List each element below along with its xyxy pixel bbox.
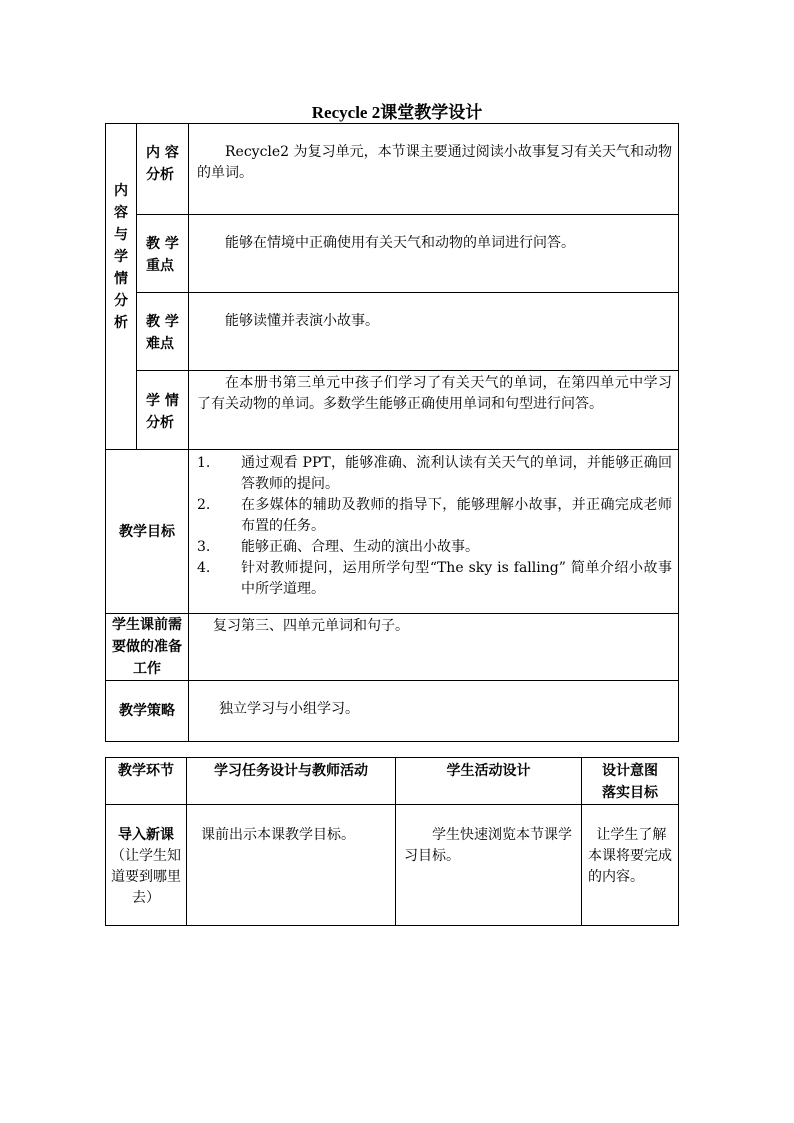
student-activity: 学生快速浏览本节课学习目标。	[396, 805, 582, 926]
objective-item: 2. 在多媒体的辅助及教师的指导下，能够理解小故事，并正确完成老师布置的任务。	[197, 497, 672, 534]
page-title: Recycle 2课堂教学设计	[311, 103, 483, 122]
header-student-activity: 学生活动设计	[396, 758, 582, 805]
header-stage: 教学环节	[106, 758, 187, 805]
analysis-group-label: 内容与学情分析	[106, 124, 137, 450]
row-label: 教 学难点	[137, 293, 189, 371]
objectives-label: 教学目标	[106, 450, 189, 614]
header-teacher-activity: 学习任务设计与教师活动	[187, 758, 396, 805]
process-table	[105, 757, 679, 926]
row-label: 内 容分析	[137, 124, 189, 215]
objective-item: 4. 针对教师提问，运用所学句型“The sky is falling” 简单介绍小故事中所学道理。	[197, 560, 672, 597]
content-analysis: Recycle2 为复习单元，本节课主要通过阅读小故事复习有关天气和动物的单词。	[189, 124, 679, 215]
prep-label: 学生课前需要做的准备工作	[106, 614, 189, 681]
analysis-table	[105, 123, 679, 742]
objective-item: 3. 能够正确、合理、生动的演出小故事。	[197, 539, 479, 555]
teaching-key-points: 能够在情境中正确使用有关天气和动物的单词进行问答。	[189, 215, 679, 293]
objectives-list	[189, 450, 679, 614]
prep-text: 复习第三、四单元单词和句子。	[189, 614, 679, 681]
header-purpose: 设计意图落实目标	[582, 758, 679, 805]
strategy-label: 教学策略	[106, 681, 189, 742]
row-label: 教 学重点	[137, 215, 189, 293]
strategy-text: 独立学习与小组学习。	[189, 681, 679, 742]
purpose-text: 让学生了解本课将要完成的内容。	[582, 805, 679, 926]
student-analysis: 在本册书第三单元中孩子们学习了有关天气的单词，在第四单元中学习了有关动物的单词。多数学生能够正确使用单词和句型进行问答。	[189, 371, 679, 450]
teacher-activity: 课前出示本课教学目标。	[187, 805, 396, 926]
row-label: 学 情分析	[137, 371, 189, 450]
teaching-difficulties: 能够读懂并表演小故事。	[189, 293, 679, 371]
stage-cell: 导入新课 （让学生知道要到哪里去）	[106, 805, 187, 926]
objective-item: 1. 通过观看 PPT，能够准确、流利认读有关天气的单词，并能够正确回答教师的提问。	[197, 455, 672, 492]
